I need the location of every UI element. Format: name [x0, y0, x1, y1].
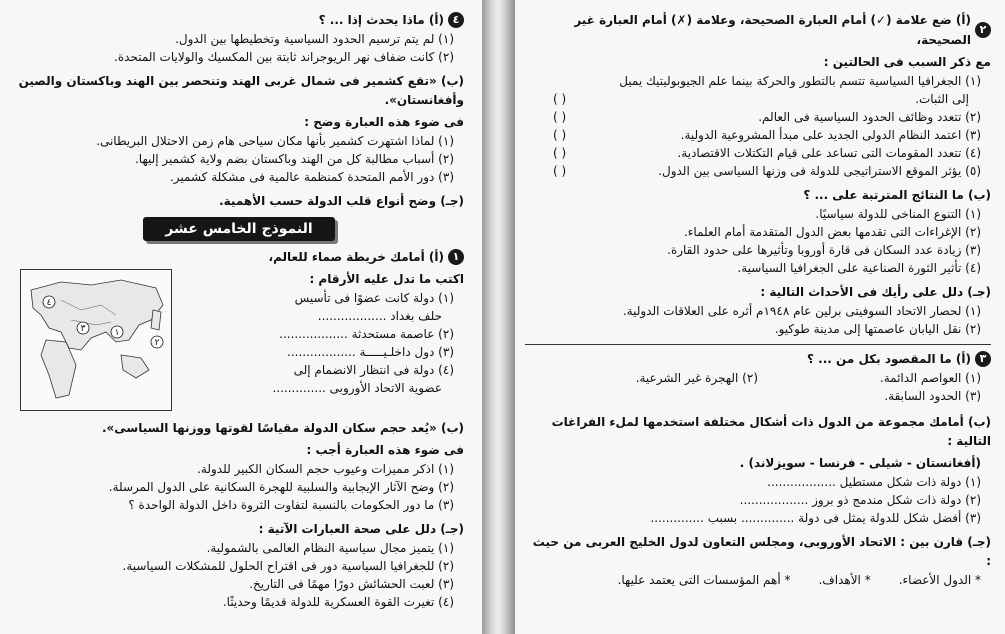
question-item: (٣) زيادة عدد السكان فى قارة أوروبا وتأثيرها على حدود القارة.	[667, 243, 981, 257]
question-item: (١) يتميز مجال سياسية النظام العالمى بالشمولية.	[206, 541, 454, 555]
definition-columns	[525, 369, 991, 405]
question-item: (٢) وضح الآثار الإيجابية والسلبية للهجرة السكانية على الدول المرسلة.	[108, 480, 454, 494]
question-item-continued	[525, 90, 991, 108]
map-marker-label: ٣	[80, 324, 86, 334]
answer-parentheses: ( )	[553, 128, 567, 142]
question-part-c: (جـ) وضح أنواع قلب الدولة حسب الأهمية.	[219, 194, 464, 208]
map-marker-label: ٤	[46, 298, 52, 308]
quote-statement: (ب) «يُعد حجم سكان الدولة مقياسًا لقوتها ووزنها السياسى».	[101, 421, 464, 435]
sub-instruction: فى ضوء هذه العبارة وضح :	[304, 115, 464, 129]
map-item: (٣) دول داخلـيـــــة ..................	[287, 345, 454, 359]
compare-criteria	[525, 571, 991, 589]
question-item: (١) التنوع المناخى للدولة سياسيًا.	[815, 207, 981, 221]
answer-parentheses: ( )	[553, 110, 567, 124]
sub-instruction: اكتب ما تدل عليه الأرقام :	[309, 272, 464, 286]
question-number-badge: ٤	[448, 12, 464, 28]
question-number-badge: ٢	[975, 22, 991, 38]
map-item: (٢) عاصمة مستحدثة ..................	[279, 327, 454, 341]
question-item: (١) اذكر مميزات وعيوب حجم السكان الكبير للدولة.	[197, 462, 454, 476]
question-4-header	[14, 10, 464, 30]
question-title-continued: مع ذكر السبب فى الحالتين :	[823, 55, 991, 69]
left-page	[0, 0, 482, 634]
question-item-text: (٥) يؤثر الموقع الاستراتيجى للدولة فى وزنها السياسى بين الدول.	[658, 164, 981, 178]
definition-column-2	[525, 369, 758, 405]
question-item	[525, 144, 991, 162]
question-item: (١) الجغرافيا السياسية تتسم بالتطور والحركة بينما علم الجيوبوليتيك يميل	[619, 74, 981, 88]
sub-instruction: فى ضوء هذه العبارة أجب :	[306, 443, 464, 457]
world-map-drawing	[21, 270, 171, 410]
question-item	[525, 162, 991, 180]
question-item: (٣) ما دور الحكومات بالنسبة لتفاوت الثروة داخل الدولة الواحدة ؟	[128, 498, 454, 512]
question-1-header	[14, 247, 464, 267]
question-item: (٢) الهجرة غير الشرعية.	[635, 371, 758, 385]
model-banner: النموذج الخامس عشر	[143, 217, 334, 241]
question-item-text: (٢) تتعدد وظائف الحدود السياسية فى العالم.	[758, 110, 981, 124]
map-item: حلف بغداد ..................	[317, 309, 442, 323]
compare-criterion: * الدول الأعضاء.	[898, 573, 981, 587]
question-number-badge: ٣	[975, 351, 991, 367]
question-item: (٢) أسباب مطالبة كل من الهند وباكستان بضم ولاية كشمير إليها.	[134, 152, 454, 166]
question-item: (٢) كانت ضفاف نهر الريوجراند ثابتة بين المكسيك والولايات المتحدة.	[114, 50, 454, 64]
question-item: (١) لماذا اشتهرت كشمير بأنها مكان سياحى هام زمن الاحتلال البريطانى.	[96, 134, 454, 148]
question-number-badge: ١	[448, 249, 464, 265]
question-item: (٢) للجغرافيا السياسية دور فى اقتراح الحلول للمشكلات السياسية.	[122, 559, 454, 573]
question-item: (٤) تغيرت القوة العسكرية للدولة قديمًا وحديثًا.	[222, 595, 454, 609]
question-item: (٢) الإغراءات التى تقدمها بعض الدول المتقدمة أمام العلماء.	[683, 225, 981, 239]
question-item: (٢) نقل اليابان عاصمتها إلى مدينة طوكيو.	[774, 322, 981, 336]
question-3-header	[525, 349, 991, 369]
compare-criterion: * الأهداف.	[818, 573, 871, 587]
question-item: (١) لحصار الاتحاد السوفيتى برلين عام ١٩٤٨م أثره على العلاقات الدولية.	[622, 304, 981, 318]
question-item: (١) لم يتم ترسيم الحدود السياسية وتخطيطها بين الدول.	[175, 32, 454, 46]
question-part-b: (ب) ما النتائج المترتبة على ... ؟	[803, 188, 991, 202]
map-marker-label: ٢	[154, 338, 160, 348]
question-item: (١) العواصم الدائمة.	[879, 371, 981, 385]
map-section	[14, 267, 464, 411]
question-title: (أ) ضع علامة (✓) أمام العبارة الصحيحة، وعلامة (✗) أمام العبارة غير الصحيحة،	[574, 13, 971, 47]
definition-column-1	[758, 369, 991, 405]
question-item	[525, 108, 991, 126]
map-item: (٤) دولة فى انتظار الانضمام إلى	[293, 363, 454, 377]
map-item: عضوية الاتحاد الأوروبى ..............	[272, 381, 442, 395]
question-item-text: (٣) اعتمد النظام الدولى الجديد على مبدأ المشروعية الدولية.	[680, 128, 981, 142]
blank-world-map	[20, 269, 172, 411]
question-item-text: إلى الثبات.	[915, 92, 969, 106]
answer-parentheses: ( )	[553, 164, 567, 178]
question-title: (أ) ماذا يحدث إذا ... ؟	[318, 13, 444, 27]
question-2-header	[525, 10, 991, 50]
section-divider	[525, 344, 991, 345]
question-part-c: (جـ) قارن بين : الاتحاد الأوروبى، ومجلس التعاون لدول الخليج العربى من حيث :	[532, 535, 991, 568]
country-list: (أفغانستان - شيلى - فرنسا - سويزلاند) .	[739, 456, 981, 470]
right-page	[515, 0, 1005, 634]
model-banner-wrap	[14, 217, 464, 241]
question-item: (٣) دور الأمم المتحدة كمنظمة عالمية فى مشكلة كشمير.	[169, 170, 454, 184]
fill-blank-item: (١) دولة ذات شكل مستطيل ..................	[767, 475, 981, 489]
question-title: (أ) أمامك خريطة صماء للعالم،	[268, 250, 444, 264]
fill-blank-item: (٢) دولة ذات شكل مندمج ذو بروز ..................	[739, 493, 981, 507]
question-part-b: (ب) أمامك مجموعة من الدول ذات أشكال مختلفة استخدمها لملء الفراغات التالية :	[551, 415, 991, 448]
compare-criterion: * أهم المؤسسات التى يعتمد عليها.	[617, 573, 791, 587]
question-title: (أ) ما المقصود بكل من ... ؟	[807, 352, 971, 366]
question-item	[525, 126, 991, 144]
quote-statement: (ب) «تقع كشمير فى شمال غربى الهند وتنحصر بين الهند وباكستان والصين وأفغانستان».	[18, 74, 464, 107]
map-marker-label: ١	[114, 328, 120, 338]
question-item: (٤) تأثير الثورة الصناعية على الجغرافيا السياسية.	[737, 261, 981, 275]
question-item-text: (٤) تتعدد المقومات التى تساعد على قيام التكتلات الاقتصادية.	[677, 146, 981, 160]
question-item: (٣) الحدود السابقة.	[884, 389, 981, 403]
answer-parentheses: ( )	[553, 92, 567, 106]
question-part-c: (جـ) دلل على صحة العبارات الآتية :	[258, 522, 464, 536]
map-item: (١) دولة كانت عضوًا فى تأسيس	[294, 291, 454, 305]
map-questions	[172, 267, 464, 411]
book-gutter	[482, 0, 515, 634]
question-item: (٣) لعبت الحشائش دورًا مهمًا فى التاريخ.	[249, 577, 454, 591]
fill-blank-item: (٣) أفضل شكل للدولة يمثل فى دولة .............. بسبب ..............	[650, 511, 981, 525]
question-part-c: (جـ) دلل على رأيك فى الأحداث التالية :	[760, 285, 991, 299]
answer-parentheses: ( )	[553, 146, 567, 160]
